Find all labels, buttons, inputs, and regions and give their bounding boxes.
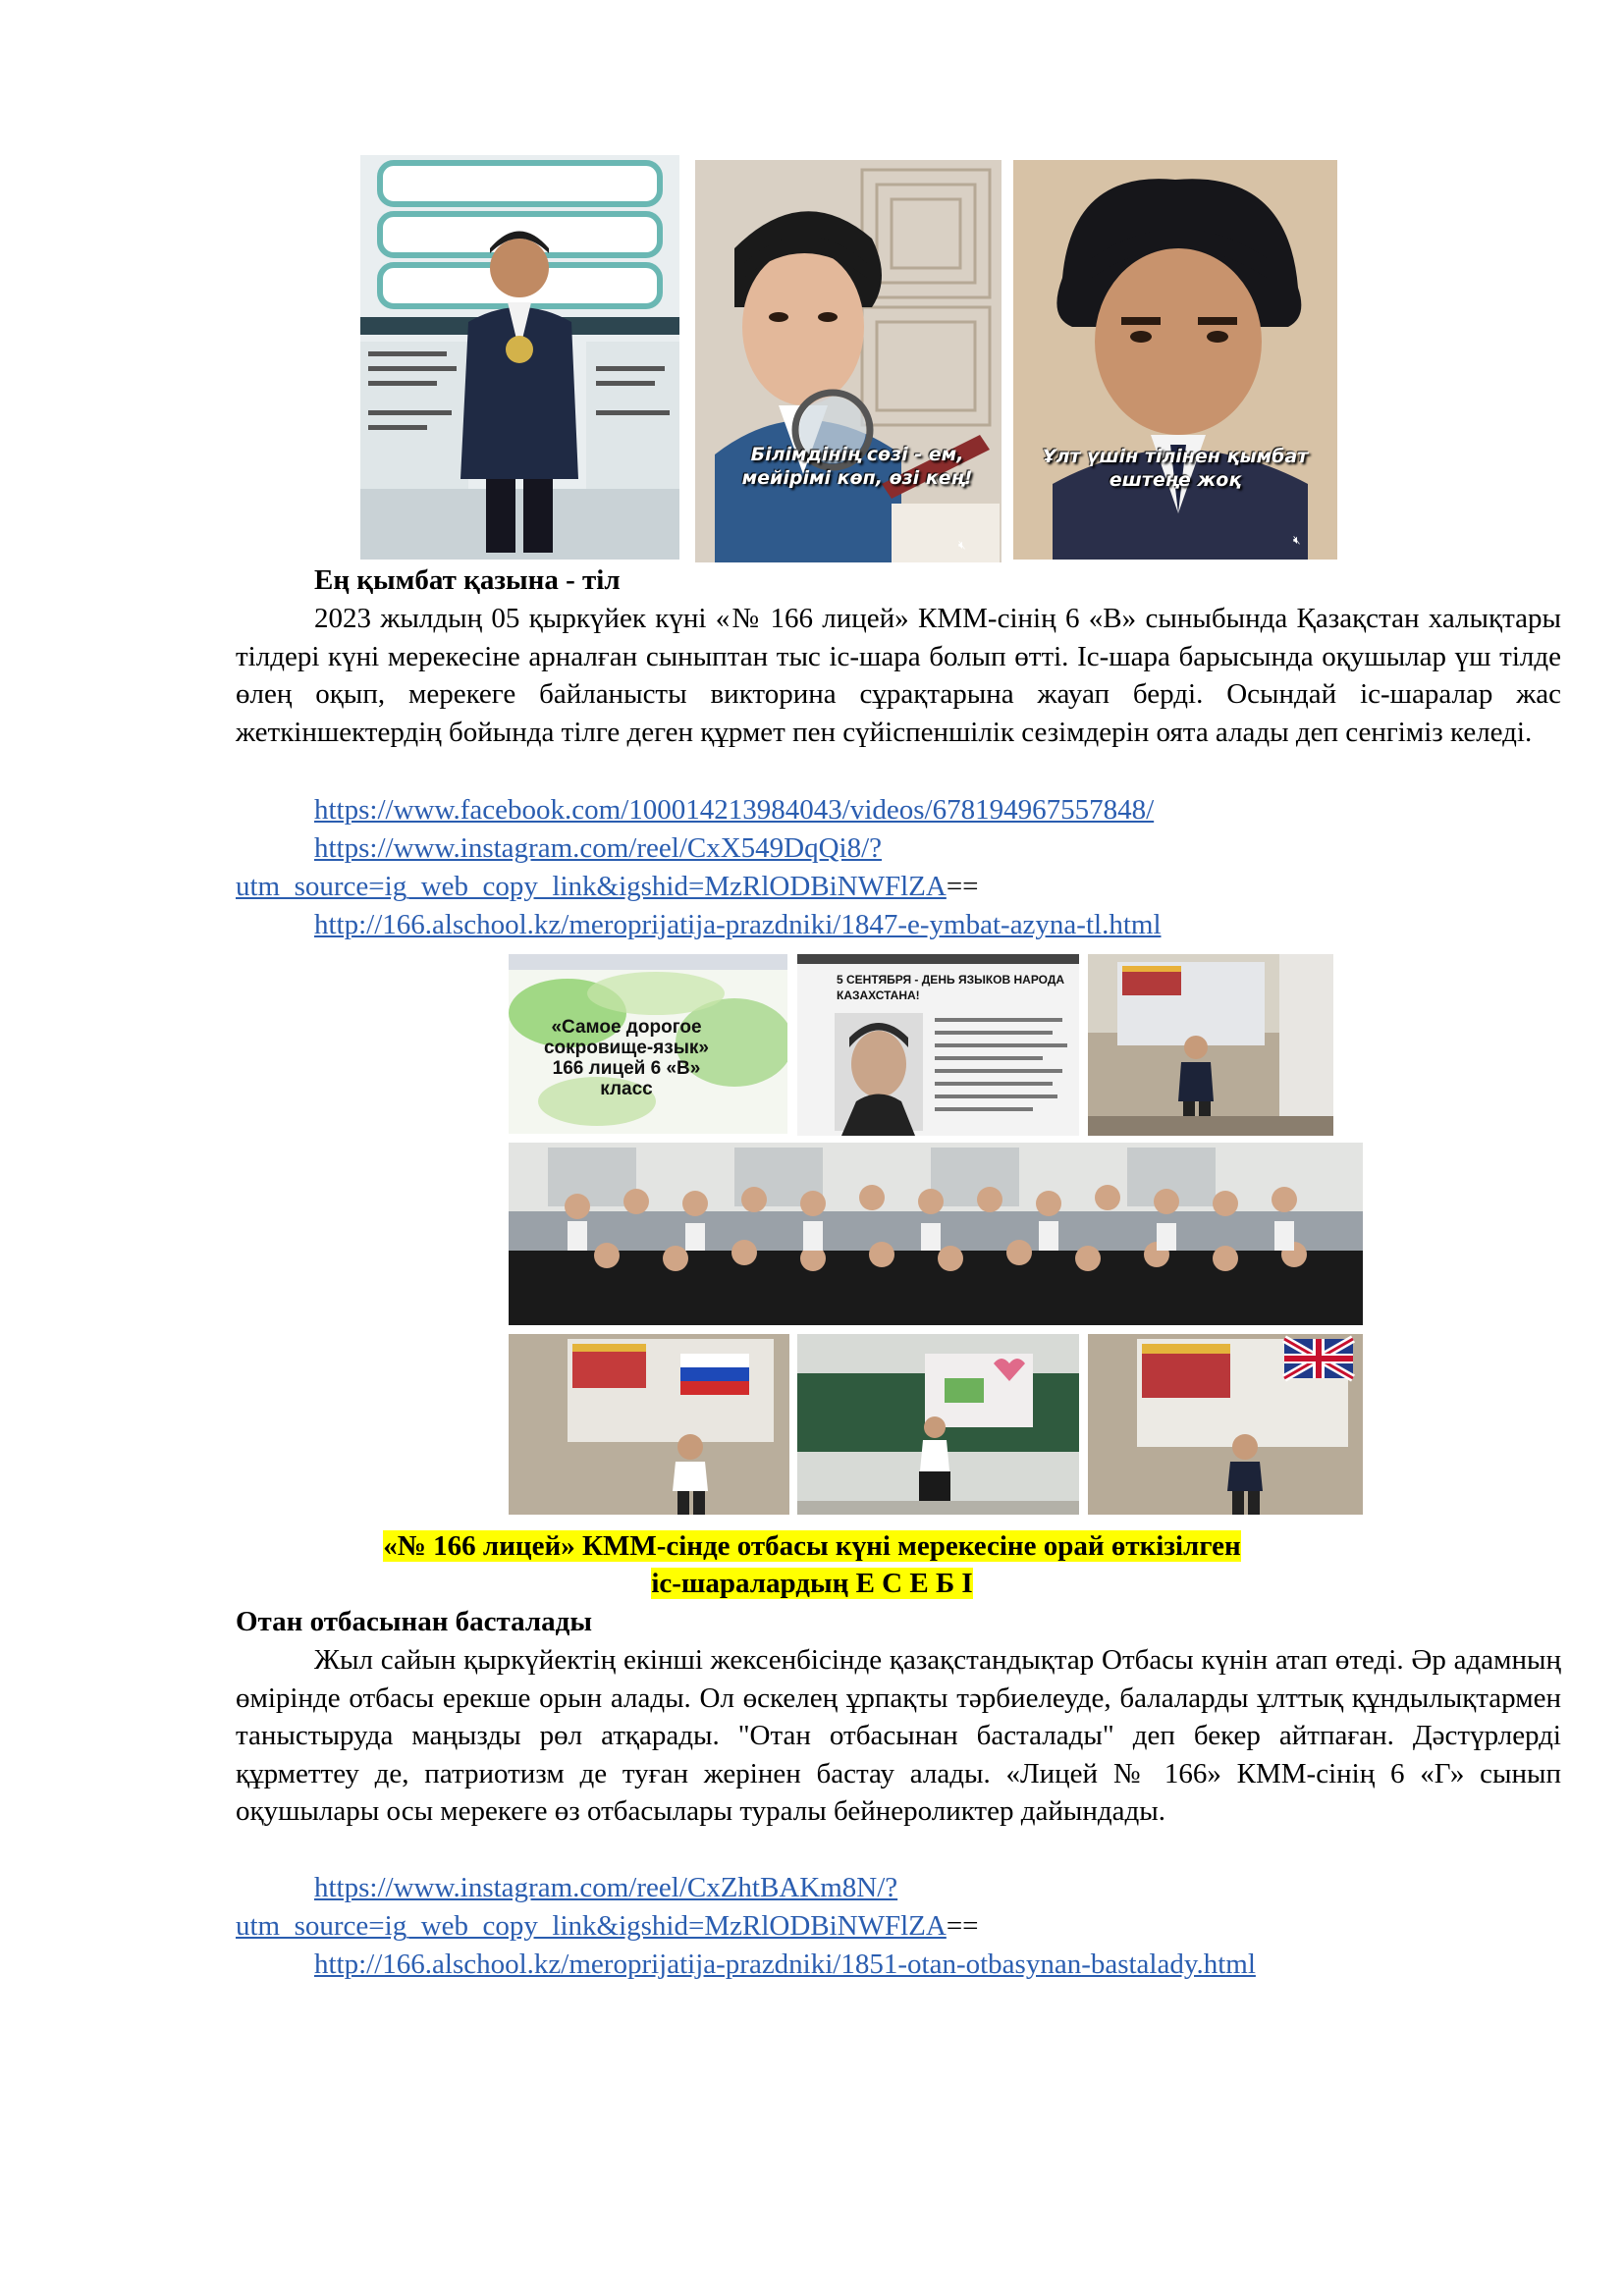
facebook-video-link[interactable]: https://www.facebook.com/100014213984043/videos/678194967557848/ — [314, 794, 1155, 826]
mute-icon: 🔇︎ — [1293, 533, 1301, 547]
section1-paragraph: 2023 жылдың 05 қыркүйек күні «№ 166 лицей» КММ-сінің 6 «В» сыныбында Қазақстан халықтары тілдері күні мерекесіне арналған сыныптан тыс іс-шара болып өтті. Іс-шара барысында оқушылар үш тілде өлең оқып, мерекеге байланысты викторина сұрақтарына жауап берді. Осындай іс-шаралар жас жеткіншектердің бойында тілге деген құрмет пен сүйіспеншілік сезімдерін оята алады деп сенгіміз келеді. — [236, 603, 1561, 748]
student-poster-photo — [360, 155, 679, 560]
instagram-reel-link-2[interactable]: https://www.instagram.com/reel/CxZhtBAKm8N/? — [314, 1872, 898, 1903]
report-heading-line-1-text: «№ 166 лицей» КММ-сінде отбасы күні мерекесіне орай өткізілген — [383, 1530, 1241, 1562]
instagram-reel-link-1-params[interactable]: utm_source=ig_web_copy_link&igshid=MzRlODBiNWFlZA — [236, 871, 947, 902]
mute-icon: 🔇︎ — [958, 538, 966, 552]
report-heading-line-1 — [0, 1527, 1624, 1565]
section2-paragraph: Жыл сайын қыркүйектің екінші жексенбісінде қазақстандықтар Отбасы күнін атап өтеді. Әр адамның өмірінде отбасы ерекше орын алады. Ол өскелең ұрпақты тәрбиелеуде, балаларды ұлттық құндылықтармен таныстыруда маңызды рөл атқарады. "Отан отбасынан басталады" деп бекер айтпаған. Дәстүрлерді құрметтеу де, патриотизм де туған жерінен бастау алады. «Лицей № 166» КММ-сінің 6 «Г» сынып оқушылары осы мерекеге өз отбасылары туралы бейнероликтер дайындады. — [236, 1644, 1561, 1827]
collage-girl-at-whiteboard — [797, 1334, 1079, 1515]
instagram-reel-link-2-params[interactable]: utm_source=ig_web_copy_link&igshid=MzRlODBiNWFlZA — [236, 1910, 947, 1942]
instagram-reel-link-2-continuation — [236, 1907, 979, 1945]
collage-student-at-board — [1088, 954, 1333, 1136]
report-heading-line-2 — [0, 1565, 1624, 1602]
instagram-link-2-suffix: == — [946, 1910, 979, 1942]
collage-slide-language-day-text: 5 СЕНТЯБРЯ - ДЕНЬ ЯЗЫКОВ НАРОДА КАЗАХСТАНА! — [837, 973, 1065, 1002]
poet-portrait-2 — [1013, 160, 1337, 560]
instagram-reel-link-1-continuation — [236, 868, 979, 905]
school-site-link-2[interactable]: http://166.alschool.kz/meroprijatija-prazdniki/1851-otan-otbasynan-bastalady.html — [314, 1949, 1256, 1980]
report-heading — [0, 1527, 1624, 1602]
school-site-link-1[interactable]: http://166.alschool.kz/meroprijatija-prazdniki/1847-e-ymbat-azyna-tl.html — [314, 909, 1162, 940]
section1-title: Ең қымбат қазына - тіл — [314, 564, 621, 596]
collage-student-russian-flag — [509, 1334, 789, 1515]
collage-slide-language-day — [797, 954, 1079, 1136]
poet-portrait-1 — [695, 160, 1001, 562]
portrait-1-caption: Білімдінің сөзі - ем, мейірімі көп, өзі кең! — [741, 444, 973, 489]
instagram-reel-link-1[interactable]: https://www.instagram.com/reel/CxX549DqQi8/? — [314, 832, 883, 864]
section2-title: Отан отбасынан басталады — [236, 1606, 592, 1637]
instagram-link-suffix: == — [946, 871, 979, 902]
portrait-2-caption: Ұлт үшін тілінен қымбат ештеңе жоқ — [1042, 446, 1309, 491]
collage-student-uk-flag — [1088, 1334, 1363, 1515]
collage-class-group-photo — [509, 1143, 1363, 1325]
collage-slide-title-text: «Самое дорогое сокровище-язык» 166 лицей 6 «В» класс — [543, 1017, 709, 1099]
collage-slide-title — [509, 954, 787, 1134]
report-heading-line-2-text: іс-шаралардың Е С Е Б І — [651, 1568, 973, 1599]
